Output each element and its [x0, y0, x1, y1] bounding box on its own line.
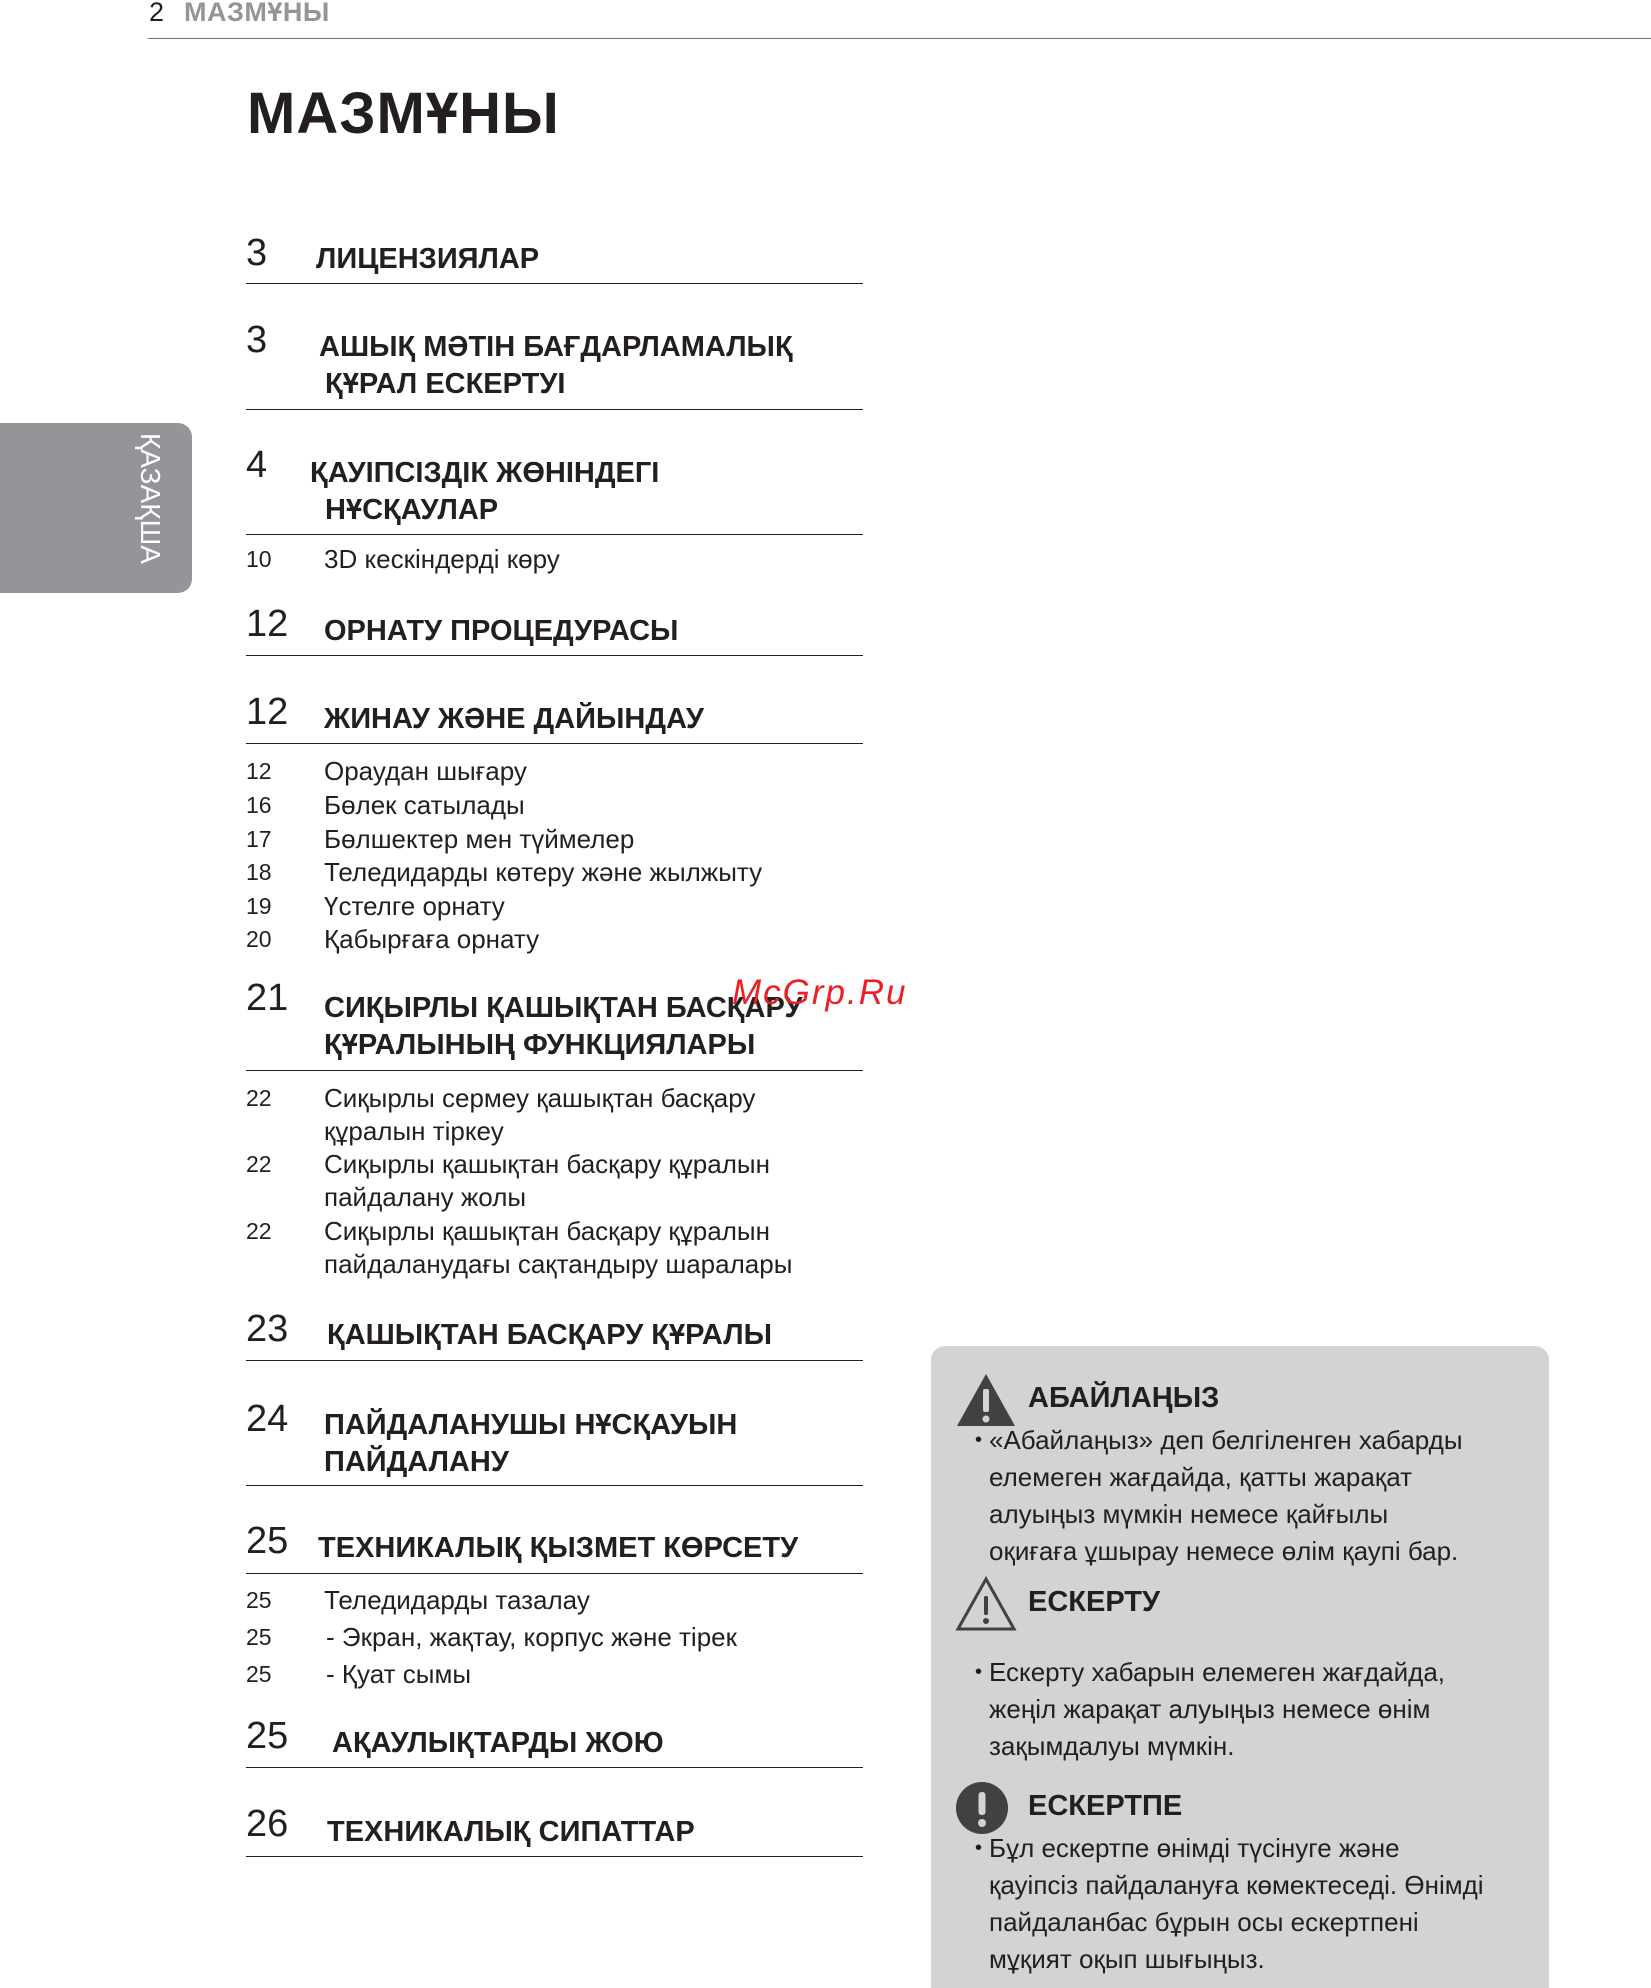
toc-subitem-title: Теледидарды тазалау [324, 1585, 590, 1615]
toc-section-page: 3 [246, 319, 268, 361]
toc-subitem-title: - Қуат сымы [326, 1659, 472, 1689]
toc-section[interactable] [246, 319, 863, 410]
toc-section-title: ТЕХНИКАЛЫҚ СИПАТТАР [327, 1816, 695, 1848]
toc-section-title: ЖИНАУ ЖӘНЕ ДАЙЫНДАУ [324, 703, 704, 735]
exclamation-circle-icon [955, 1780, 1017, 1836]
warning-line: «Абайлаңыз» деп белгіленген хабарды [989, 1425, 1463, 1455]
bullet: • [975, 1661, 983, 1683]
toc-subitem[interactable] [246, 1215, 863, 1281]
toc-subitem-page: 22 [246, 1085, 272, 1111]
note-label: ЕСКЕРТПЕ [1028, 1790, 1183, 1822]
page-title: МАЗМҰНЫ [247, 81, 560, 146]
toc-subitem-title: Сиқырлы сермеу қашықтан басқару [324, 1083, 756, 1113]
caution-triangle-icon [955, 1576, 1017, 1632]
toc-subitem-title: пайдалану жолы [324, 1182, 527, 1212]
toc-section-title: ПАЙДАЛАНУШЫ НҰСҚАУЫН [324, 1409, 738, 1441]
toc-section-page: 25 [246, 1520, 289, 1562]
toc-subitem[interactable] [246, 1148, 863, 1214]
toc-section-title: АҚАУЛЫҚТАРДЫ ЖОЮ [332, 1727, 664, 1759]
toc-subitem-title: Сиқырлы қашықтан басқару құралын [324, 1216, 770, 1246]
toc-subitem-title: пайдаланудағы сақтандыру шаралары [324, 1249, 793, 1279]
toc-subitem-title: құралын тіркеу [324, 1116, 504, 1146]
caution-text [975, 1654, 1549, 1765]
toc-section-page: 26 [246, 1803, 289, 1845]
warning-line: алуыңыз мүмкін немесе қайғылы [989, 1499, 1389, 1529]
toc-section[interactable] [246, 1715, 863, 1768]
bullet: • [975, 1429, 983, 1451]
toc-section[interactable] [246, 1520, 863, 1574]
toc-subitem-page: 20 [246, 926, 272, 952]
toc-section[interactable] [246, 1395, 863, 1486]
toc-section-title: АШЫҚ МӘТІН БАҒДАРЛАМАЛЫҚ [319, 331, 793, 363]
notice-box [931, 1346, 1549, 1988]
toc-section-title: ТЕХНИКАЛЫҚ ҚЫЗМЕТ КӨРСЕТУ [318, 1532, 799, 1564]
toc-section-page: 25 [246, 1715, 289, 1757]
toc-section-title: ҚҰРАЛЫНЫҢ ФУНКЦИЯЛАРЫ [324, 1029, 756, 1061]
note-line: қауіпсіз пайдалануға көмектеседі. Өнімді [989, 1870, 1484, 1900]
toc-section-title: ЛИЦЕНЗИЯЛАР [316, 243, 540, 275]
toc-section-title: СИҚЫРЛЫ ҚАШЫҚТАН БАСҚАРУ [324, 992, 803, 1024]
toc-subitem-title: Сиқырлы қашықтан басқару құралын [324, 1149, 770, 1179]
watermark: McGrp.Ru [732, 973, 908, 1012]
header-title: МАЗМҰНЫ [184, 0, 330, 27]
toc-subitem-page: 22 [246, 1151, 272, 1177]
caution-line: Ескерту хабарын елемеген жағдайда, [989, 1657, 1446, 1687]
toc-subitem-page: 22 [246, 1218, 272, 1244]
toc-subitem-title: Қабырғаға орнату [324, 924, 540, 954]
toc-section-page: 4 [246, 444, 268, 486]
toc-section-title: НҰСҚАУЛАР [325, 494, 499, 526]
toc-subitem-title: Ораудан шығару [324, 756, 527, 786]
toc-section-page: 12 [246, 691, 289, 733]
caution-line: зақымдалуы мүмкін. [989, 1731, 1235, 1761]
toc-section-page: 23 [246, 1308, 289, 1350]
warning-notice [955, 1372, 1535, 1566]
toc-section-title: ҚАУІПСІЗДІК ЖӨНІНДЕГІ [310, 457, 660, 489]
toc-section-page: 24 [246, 1398, 289, 1440]
toc-section-page: 3 [246, 232, 268, 274]
toc-subitem-title: Үстелге орнату [324, 891, 505, 921]
toc-section[interactable] [246, 444, 863, 535]
caution-notice [955, 1576, 1535, 1761]
note-line: пайдаланбас бұрын осы ескертпені [989, 1907, 1419, 1937]
toc-section[interactable] [246, 232, 863, 284]
toc-subitem-title: Бөлек сатылады [324, 790, 525, 820]
page-number: 2 [149, 0, 165, 27]
toc-section[interactable] [246, 1803, 863, 1857]
toc-subitem-page: 19 [246, 893, 272, 919]
toc-section-title: ПАЙДАЛАНУ [324, 1446, 509, 1478]
toc-section[interactable] [246, 1305, 863, 1361]
toc-section-title: ОРНАТУ ПРОЦЕДУРАСЫ [324, 615, 679, 647]
toc-subitem-title: - Экран, жақтау, корпус және тірек [326, 1622, 737, 1652]
warning-text [975, 1422, 1549, 1570]
toc-section[interactable] [246, 603, 863, 656]
note-notice [955, 1780, 1535, 1974]
caution-line: жеңіл жарақат алуыңыз немесе өнім [989, 1694, 1431, 1724]
warning-label: АБАЙЛАҢЫЗ [1028, 1382, 1220, 1414]
warning-line: оқиғаға ұшырау немесе өлім қаупі бар. [989, 1536, 1459, 1566]
toc-subitem-page: 25 [246, 1624, 272, 1650]
toc-subitem[interactable] [246, 1082, 863, 1148]
note-line: Бұл ескертпе өнімді түсінуге және [989, 1833, 1400, 1863]
caution-label: ЕСКЕРТУ [1028, 1586, 1161, 1618]
toc-subitem-page: 16 [246, 792, 272, 818]
toc-subitem-page: 25 [246, 1587, 272, 1613]
toc-section-title: ҚАШЫҚТАН БАСҚАРУ ҚҰРАЛЫ [327, 1319, 772, 1351]
toc-subitem-page: 12 [246, 758, 272, 784]
toc-subitem-page: 10 [246, 546, 272, 572]
toc-section-page: 21 [246, 977, 289, 1019]
toc-subitem-title: 3D кескіндерді көру [324, 544, 560, 574]
note-line: мұқият оқып шығыңыз. [989, 1944, 1265, 1974]
toc-subitem-page: 18 [246, 859, 272, 885]
toc-subitem-title: Бөлшектер мен түймелер [324, 824, 635, 854]
bullet: • [975, 1837, 983, 1859]
toc-subitem-page: 25 [246, 1661, 272, 1687]
toc-section-page: 12 [246, 603, 289, 645]
note-text [975, 1830, 1549, 1978]
toc-section-title: ҚҰРАЛ ЕСКЕРТУІ [325, 368, 566, 400]
warning-triangle-icon [955, 1372, 1017, 1428]
toc-subitem-page: 17 [246, 826, 272, 852]
warning-line: елемеген жағдайда, қатты жарақат [989, 1462, 1413, 1492]
language-tab-label: ҚАЗАҚША [135, 433, 166, 564]
toc-subitem-title: Теледидарды көтеру және жылжыту [324, 857, 763, 887]
toc-section[interactable] [246, 691, 863, 744]
